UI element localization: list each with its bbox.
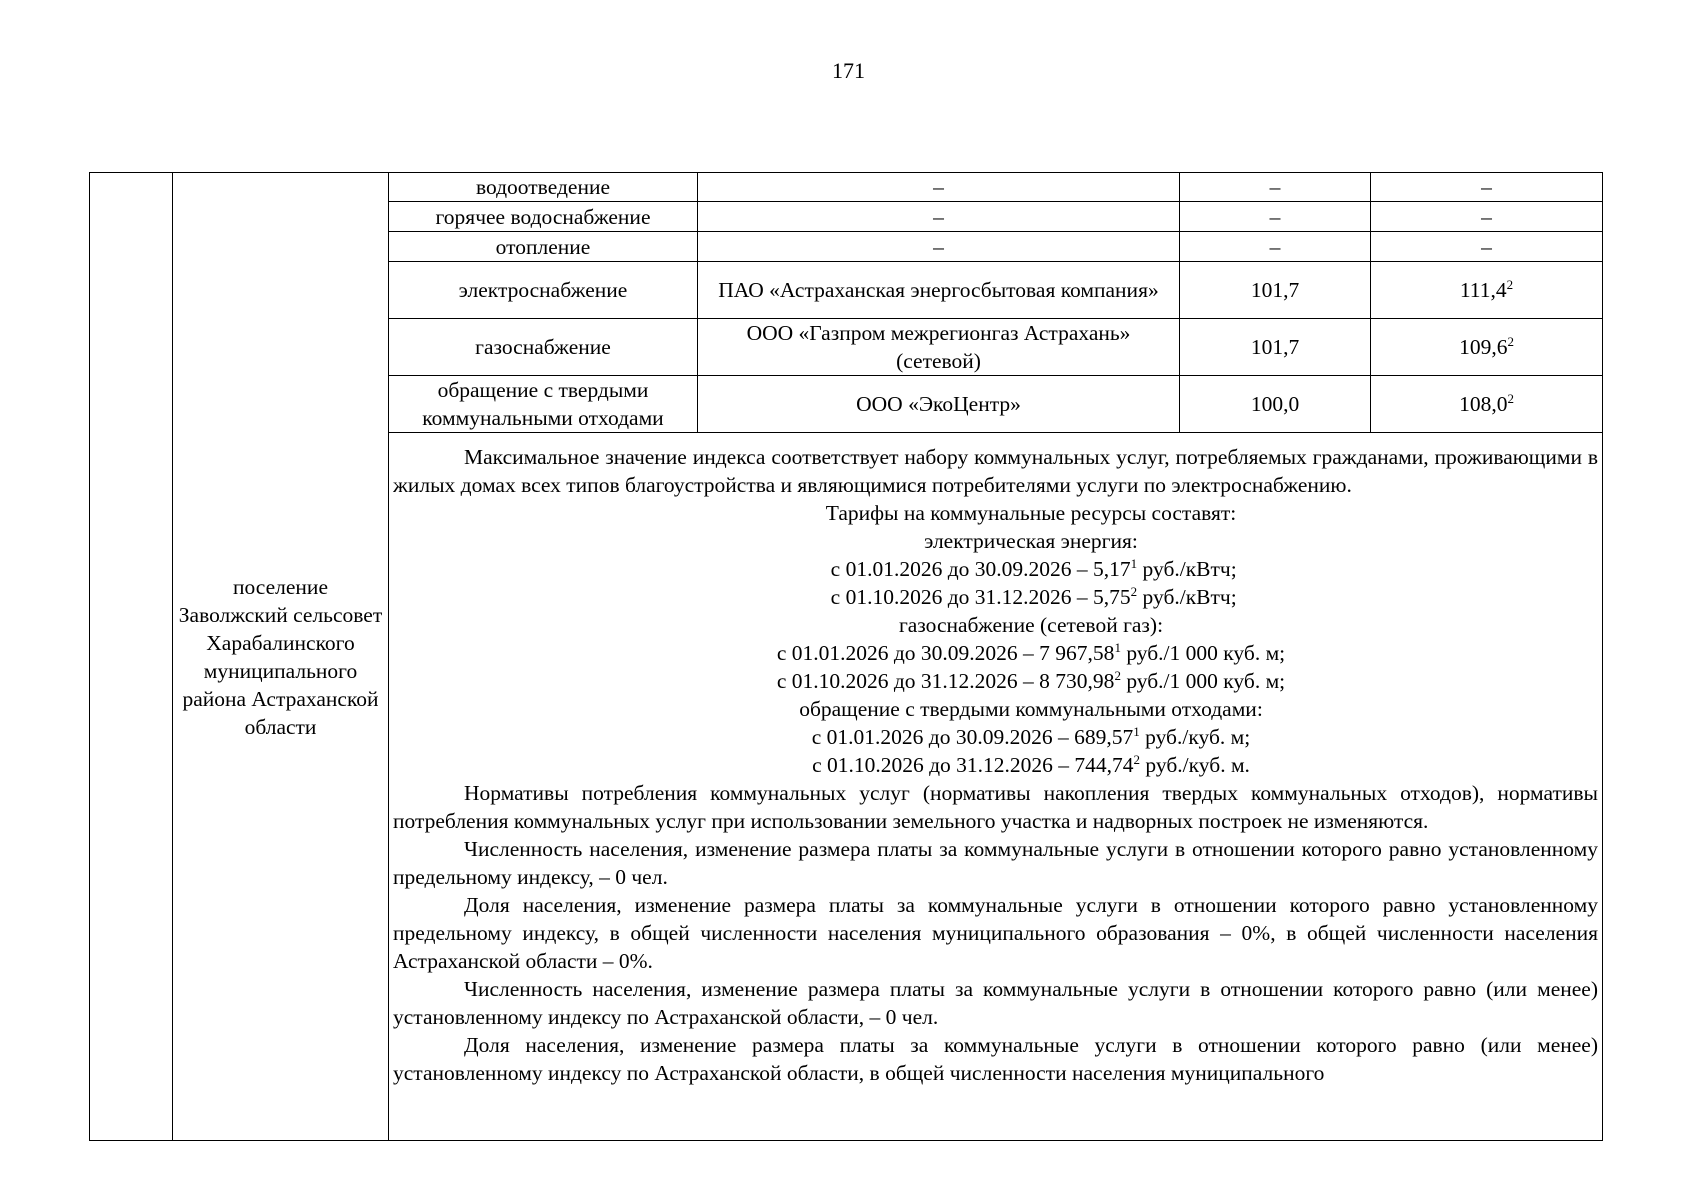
notes-cell — [389, 433, 1603, 1141]
paragraph-share-le-region: Доля населения, изменение размера платы за коммунальные услуги в отношении которого равно (или менее) установленному индексу по Астраханской области, в общей численности населения муниципального — [393, 1032, 1598, 1085]
tariff-value: с 01.10.2026 до 31.12.2026 – 5,75 — [830, 584, 1131, 609]
service-cell: горячее водоснабжение — [389, 202, 698, 232]
tariff-line — [393, 667, 1598, 695]
footnote-mark: 2 — [1507, 391, 1514, 406]
waste-heading: обращение с твердыми коммунальными отходами: — [799, 696, 1263, 721]
organization-cell: ПАО «Астраханская энергосбытовая компания» — [698, 262, 1180, 319]
organization-cell: ООО «ЭкоЦентр» — [698, 376, 1180, 433]
footnote-mark: 2 — [1133, 751, 1141, 767]
notes-text — [393, 443, 1598, 1131]
number-cell — [90, 173, 173, 1141]
index-cell: – — [1180, 202, 1371, 232]
footnote-mark: 1 — [1133, 723, 1140, 739]
tariff-unit: руб./куб. м; — [1139, 724, 1251, 749]
table-row — [90, 173, 1603, 202]
max-index-value: 108,0 — [1459, 392, 1508, 416]
max-index-cell — [1371, 202, 1603, 232]
index-cell: – — [1180, 232, 1371, 262]
footnote-mark: 2 — [1114, 667, 1121, 683]
footnote-mark: 1 — [1130, 555, 1138, 571]
index-cell: 101,7 — [1180, 319, 1371, 376]
service-cell: обращение с твердыми коммунальными отходами — [389, 376, 698, 433]
max-index-value: 109,6 — [1459, 335, 1508, 359]
tariff-line — [393, 555, 1598, 583]
max-index-cell — [1371, 232, 1603, 262]
electric-heading: электрическая энергия: — [924, 528, 1138, 553]
organization-cell: ООО «Газпром межрегионгаз Астрахань» (сетевой) — [698, 319, 1180, 376]
index-cell: 101,7 — [1180, 262, 1371, 319]
tariff-value: с 01.10.2026 до 31.12.2026 – 8 730,98 — [776, 668, 1115, 693]
organization-cell: – — [698, 232, 1180, 262]
max-index-cell — [1371, 173, 1603, 202]
max-index-cell — [1371, 376, 1603, 433]
footnote-mark: 2 — [1130, 583, 1138, 599]
settlement-name: поселение Заволжский сельсовет Харабалинского муниципального района Астраханской области — [173, 173, 389, 1141]
max-index-cell — [1371, 262, 1603, 319]
footnote-mark: 2 — [1506, 277, 1514, 292]
footnote-mark: 2 — [1507, 334, 1514, 349]
paragraph-share-equal-limit: Доля населения, изменение размера платы за коммунальные услуги в отношении которого равно установленному предельному индексу, в общей численности населения муниципального образования – 0%, в общей численности населения Астраханской области – 0%. — [393, 892, 1598, 973]
max-index-value: 111,4 — [1459, 278, 1507, 302]
tariff-line — [393, 639, 1598, 667]
tariff-value: с 01.01.2026 до 30.09.2026 – 689,57 — [811, 724, 1134, 749]
max-index-value: – — [1481, 175, 1492, 199]
tariff-unit: руб./1 000 куб. м; — [1120, 668, 1286, 693]
gas-heading: газоснабжение (сетевой газ): — [898, 612, 1164, 637]
index-cell: 100,0 — [1180, 376, 1371, 433]
tariff-unit: руб./куб. м. — [1140, 752, 1250, 777]
tariff-line — [393, 751, 1598, 779]
tariff-value: с 01.01.2026 до 30.09.2026 – 5,17 — [830, 556, 1131, 581]
paragraph-max-index: Максимальное значение индекса соответствует набору коммунальных услуг, потребляемых гражданами, проживающими в жилых домах всех типов благоустройства и являющимися потребителями услуги по электроснабжению. — [393, 444, 1598, 497]
max-index-cell — [1371, 319, 1603, 376]
tariff-line — [393, 723, 1598, 751]
tariff-line — [393, 583, 1598, 611]
paragraph-population-equal-limit: Численность населения, изменение размера платы за коммунальные услуги в отношении которого равно установленному предельному индексу, – 0 чел. — [393, 836, 1598, 889]
service-cell: отопление — [389, 232, 698, 262]
tariff-value: с 01.10.2026 до 31.12.2026 – 744,74 — [812, 752, 1134, 777]
footnote-mark: 1 — [1114, 639, 1121, 655]
paragraph-norms: Нормативы потребления коммунальных услуг (нормативы накопления твердых коммунальных отходов), нормативы потребления коммунальных услуг при использовании земельного участка и надворных построек не изменяются. — [393, 780, 1598, 833]
max-index-value: – — [1481, 234, 1492, 259]
service-cell: электроснабжение — [389, 262, 698, 319]
organization-cell: – — [698, 173, 1180, 202]
service-cell: газоснабжение — [389, 319, 698, 376]
index-cell: – — [1180, 173, 1371, 202]
paragraph-population-le-region: Численность населения, изменение размера платы за коммунальные услуги в отношении которого равно (или менее) установленному индексу по Астраханской области, – 0 чел. — [393, 976, 1598, 1029]
tariff-table — [89, 172, 1603, 1141]
tariff-unit: руб./кВтч; — [1137, 556, 1237, 581]
organization-cell: – — [698, 202, 1180, 232]
tariff-unit: руб./1 000 куб. м; — [1120, 640, 1286, 665]
page-number: 171 — [832, 58, 865, 83]
service-cell: водоотведение — [389, 173, 698, 202]
tariffs-intro: Тарифы на коммунальные ресурсы составят: — [825, 500, 1237, 525]
tariff-unit: руб./кВтч; — [1137, 584, 1237, 609]
tariff-value: с 01.01.2026 до 30.09.2026 – 7 967,58 — [776, 640, 1115, 665]
max-index-value: – — [1481, 204, 1492, 229]
